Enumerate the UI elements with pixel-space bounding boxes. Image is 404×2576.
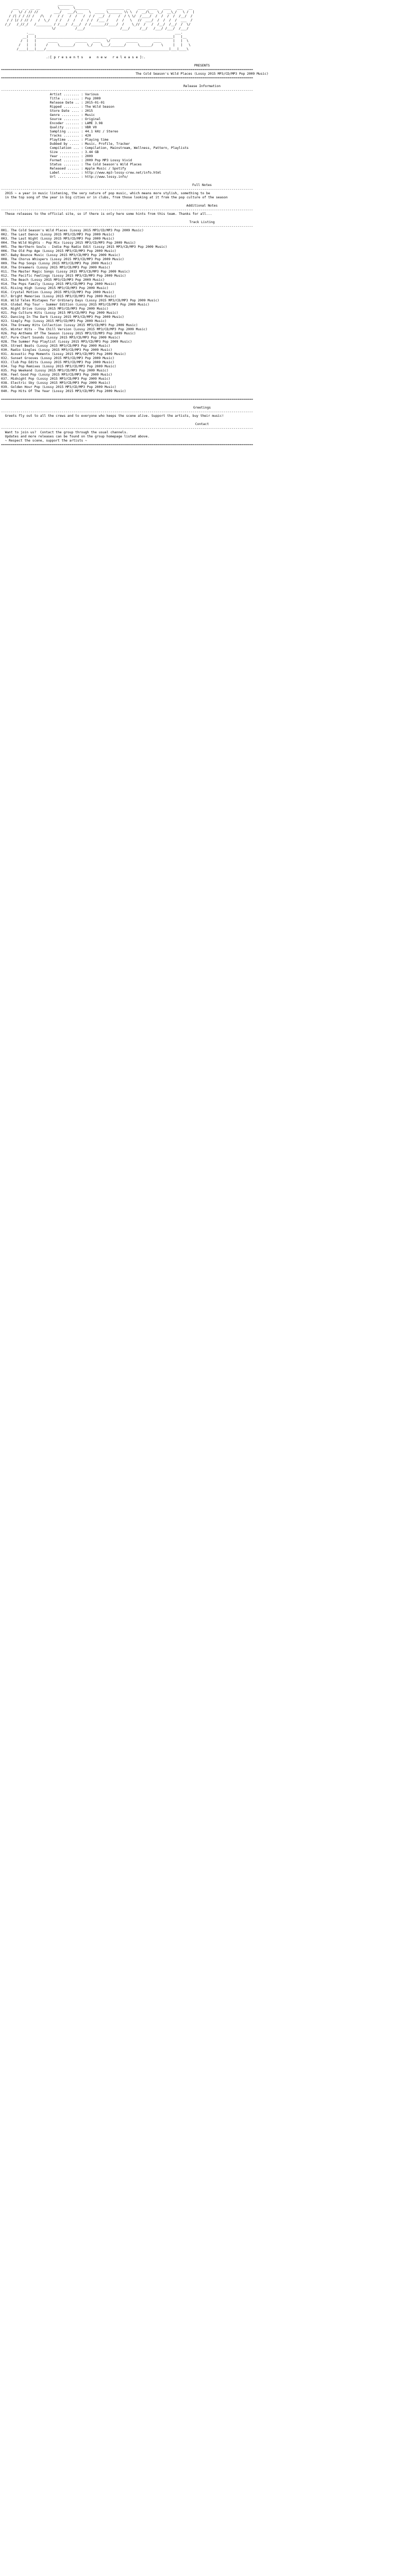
detail-line: Quality ....... : VBR V0 (1, 126, 97, 129)
nfo-page (0, 0, 404, 447)
track-item: 026. Pop Anthems Of The Season (Lossy 2015 MP3/CD/MP3 Pop 2009 Music) (1, 332, 136, 335)
detail-line: Compilation ... : Compilation, Mainstream, Wellness, Pattern, Playlists (1, 146, 189, 150)
rule-top: ================================================================================================================================= (1, 68, 254, 72)
footer-line: Updates and more releases can be found on the group homepage listed above. (1, 435, 150, 438)
track-item: 032. Sunset Grooves (Lossy 2015 MP3/CD/MP3 Pop 2009 Music) (1, 357, 114, 360)
logo-line: ___ _ _ __ __ \_____ \_______ _________ __ ____ _____ ____ ___ __ (1, 6, 193, 10)
note-line: in the top song of the year in big cities or in clubs, from those looking at it from the pop culture of the season (1, 196, 228, 199)
track-item: 004. The Wild Nights - Pop Mix (Lossy 2015 MP3/CD/MP3 Pop 2009 Music) (1, 241, 136, 245)
logo-line: / \/ / // // ___/ ___/\___ \ _____ \_______ \\ \ / __/\__ \_/ __\_/ \ / | (1, 10, 195, 14)
detail-line: Url ........... : http://www.lossy.info/ (1, 175, 128, 179)
logo-line: .___ ___. (1, 31, 183, 35)
detail-line: Size .......... : 3.44 GB (1, 150, 99, 154)
track-item: 027. Pure Chart Sounds (Lossy 2015 MP3/CD/MP3 Pop 2009 Music) (1, 336, 121, 340)
release-line: The Cold Season's Wild Places (Lossy 2015 MP3/CD/MP3 Pop 2009 Music) (136, 72, 268, 76)
track-item: 008. The Chorus Whispers (Lossy 2015 MP3/CD/MP3 Pop 2009 Music) (1, 258, 124, 261)
footer-heading: Contact (195, 422, 209, 426)
full-notes-block (1, 192, 403, 200)
logo-line: / | | / \_______/ \_/ \___/_______/ \______/ \ | | \ (1, 43, 191, 47)
detail-line: Genre ......... : Music (1, 113, 95, 117)
footer-line: ~ Respect the scene, support the artists ~ (1, 439, 87, 443)
bottom-block (1, 414, 403, 418)
detail-line: Title ......... : Pop 2009 (1, 97, 101, 100)
footer-block (1, 431, 403, 443)
detail-line: Year .......... : 2009 (1, 155, 93, 158)
logo-line: / | | _____ ______ ____ \/ ______ ____ | | \ (1, 39, 189, 43)
detail-line: Artist ........ : Various (1, 93, 99, 96)
full-notes-rule: --------------------------------------------------------------------------------------------------------------------------------- (1, 188, 254, 191)
track-item: 010. The Dreamers (Lossy 2015 MP3/CD/MP3 Pop 2009 Music) (1, 266, 111, 269)
tracks-heading: Track Listing (189, 221, 215, 224)
track-item: 012. The Pacific Feelings (Lossy 2015 MP3/CD/MP3 Pop 2009 Music) (1, 274, 126, 278)
logo-line: / / |/ / // / / \_/ / / / / / / / /___ / / / \ // ___/ / / / / ___ / (1, 19, 193, 22)
details-heading: Release Information (183, 84, 221, 88)
track-item: 009. The Pop Songs (Lossy 2015 MP3/CD/MP3 Pop 2009 Music) (1, 262, 113, 265)
detail-line: Tracks ........ : 420 (1, 134, 91, 138)
detail-line: Dubbed by ..... : Music, Profile, Tracker (1, 142, 130, 146)
logo-line: .:[ p r e s e n t s a n e w r e l e a s e ]:. (1, 56, 191, 59)
track-item: 014. The Pops Family (Lossy 2015 MP3/CD/MP3 Pop 2009 Music) (1, 282, 116, 286)
footer-rule: --------------------------------------------------------------------------------------------------------------------------------- (1, 427, 254, 430)
track-item: 033. Club Pop Edits (Lossy 2015 MP3/CD/MP3 Pop 2009 Music) (1, 361, 114, 364)
track-item: 007. Baby Bounce Music (Lossy 2015 MP3/CD/MP3 Pop 2009 Music) (1, 253, 121, 257)
ascii-logo (1, 2, 403, 60)
details-rule: --------------------------------------------------------------------------------------------------------------------------------- (1, 89, 254, 92)
track-item: 018. Wild Tales Mixtapes for Ordinary Days (Lossy 2015 MP3/CD/MP3 Pop 2009 Music) (1, 299, 160, 302)
greeting-line: Greets fly out to all the crews and to everyone who keeps the scene alive. Support the artists, buy their music! (1, 414, 224, 418)
track-item: 013. The Beach (Lossy 2015 MP3/CD/MP3 Pop 2009 Music) (1, 278, 105, 282)
track-item: 034. Top Pop Remixes (Lossy 2015 MP3/CD/MP3 Pop 2009 Music) (1, 365, 116, 368)
detail-line: Ripped ........ : The Wild Season (1, 105, 114, 109)
logo-line: /_/ /_//_/ /________ / /___/ /___/ / /_______//____/ / \_// / / /__/ /__/ / \/ (1, 23, 191, 26)
detail-line: Source ........ : Original (1, 117, 101, 121)
detail-line: Sampling ...... : 44.1 kHz / Stereo (1, 130, 119, 133)
track-item: 035. Pop Weekend (Lossy 2015 MP3/CD/MP3 Pop 2009 Music) (1, 369, 109, 372)
detail-line: Store Date .... : 2015 (1, 109, 93, 113)
track-list (1, 229, 403, 394)
track-item: 006. The Old Pop Age (Lossy 2015 MP3/CD/MP3 Pop 2009 Music) (1, 249, 116, 253)
rule-bottom: ================================================================================================================================= (1, 443, 254, 447)
track-item: 030. Radio Singles (Lossy 2015 MP3/CD/MP3 Pop 2009 Music) (1, 348, 113, 352)
track-item: 016. Crystal Motion (Lossy 2015 MP3/CD/MP3 Pop 2009 Music) (1, 291, 114, 294)
track-item: 028. The Summer Pop Playlist (Lossy 2015 MP3/CD/MP3 Pop 2009 Music) (1, 340, 132, 344)
logo-line: ________ (1, 2, 150, 6)
info-rule: --------------------------------------------------------------------------------------------------------------------------------- (1, 208, 254, 212)
track-item: 019. Global Pop Tour - Summer Edition (Lossy 2015 MP3/CD/MP3 Pop 2009 Music) (1, 303, 150, 307)
header-title: PRESENTS (194, 64, 210, 67)
footer-line: Want to join us? Contact the group through the usual channels. (1, 431, 128, 434)
logo-line (1, 52, 403, 56)
rule-top-2: ================================================================================================================================= (1, 76, 254, 80)
track-item: 020. Night Drive (Lossy 2015 MP3/CD/MP3 Pop 2009 Music) (1, 307, 109, 311)
detail-line: Encoder ....... : LAME 3.98 (1, 122, 103, 125)
info-block (1, 212, 403, 216)
info-line: These releases to the official site, so if there is only here some hints from this team. Thanks for all... (1, 212, 212, 216)
track-item: 011. The Master Magic Songs (Lossy 2015 MP3/CD/MP3 Pop 2009 Music) (1, 270, 130, 274)
bottom-heading: Greetings (193, 406, 211, 410)
full-notes-heading: Full Notes (192, 183, 212, 187)
detail-line: Release Date .. : 2015-01-01 (1, 101, 105, 105)
track-item: 015. Rising High (Lossy 2015 MP3/CD/MP3 Pop 2009 Music) (1, 286, 109, 290)
track-item: 040. Pop Hits Of The Year (Lossy 2015 MP3/CD/MP3 Pop 2009 Music) (1, 389, 126, 393)
track-item: 001. The Cold Season's Wild Places (Lossy 2015 MP3/CD/MP3 Pop 2009 Music) (1, 229, 144, 232)
details-block (1, 93, 403, 179)
track-item: 025. Winter Hits - The Chill Version (Lossy 2015 MP3/CD/MP3 Pop 2009 Music) (1, 328, 148, 331)
track-item: 038. Electric Sky (Lossy 2015 MP3/CD/MP3 Pop 2009 Music) (1, 381, 111, 385)
track-item: 024. The Dreamy Hits Collection (Lossy 2015 MP3/CD/MP3 Pop 2009 Music) (1, 324, 138, 327)
track-item: 039. Golden Hour Pop (Lossy 2015 MP3/CD/MP3 Pop 2009 Music) (1, 385, 116, 389)
detail-line: Label ......... : http://www.mp3-lossy-crew.net/info.html (1, 171, 161, 175)
track-item: 017. Bright Memories (Lossy 2015 MP3/CD/MP3 Pop 2009 Music) (1, 295, 116, 298)
track-item: 003. The Last Night (Lossy 2015 MP3/CD/MP3 Pop 2009 Music) (1, 237, 114, 241)
tracks-end-rule: ================================================================================================================================= (1, 398, 254, 401)
detail-line: Playtime ...... : Playing time (1, 138, 109, 142)
logo-line: /____|___|____/_______________________________________________________________|___|____\ (1, 47, 189, 51)
track-item: 002. The Last Dance (Lossy 2015 MP3/CD/MP3 Pop 2009 Music) (1, 233, 114, 236)
track-item: 005. The Northern Souls - Indie Pop Radio Edit (Lossy 2015 MP3/CD/MP3 Pop 2009 Music) (1, 245, 167, 249)
logo-line: __| |____________________________________ ________________________________| |__ (1, 35, 187, 39)
track-item: 029. Street Beats (Lossy 2015 MP3/CD/MP3 Pop 2009 Music) (1, 344, 111, 348)
bottom-rule: --------------------------------------------------------------------------------------------------------------------------------- (1, 410, 254, 414)
track-item: 037. Midnight Pop (Lossy 2015 MP3/CD/MP3 Pop 2009 Music) (1, 377, 111, 381)
track-item: 023. Simply Pop (Lossy 2015 MP3/CD/MP3 Pop 2009 Music) (1, 319, 107, 323)
logo-line: / /| / / // / /\ / / / / / / / / __/ / / / \ \/ /____/ / / / / /__/ / (1, 14, 193, 18)
track-item: 022. Dancing In The Dark (Lossy 2015 MP3/CD/MP3 Pop 2009 Music) (1, 315, 124, 319)
note-line: 2015 ~ a year in music listening, the very nature of pop music, which means more stylish, something to be (1, 192, 210, 195)
track-item: 021. Pop Culture Hits (Lossy 2015 MP3/CD/MP3 Pop 2009 Music) (1, 311, 119, 315)
detail-line: Status ........ : The Cold Season's Wild Places (1, 163, 142, 166)
detail-line: Released ...... : Apple Music / Spotify (1, 167, 126, 171)
track-item: 031. Acoustic Pop Moments (Lossy 2015 MP3/CD/MP3 Pop 2009 Music) (1, 352, 126, 356)
tracks-rule: --------------------------------------------------------------------------------------------------------------------------------- (1, 225, 254, 228)
logo-line: \/ /___/ /___/ /__/ /___/ /___/ /___/ (1, 27, 189, 30)
detail-line: Format ........ : 2009 Pop MP3 Lossy Vivid (1, 159, 132, 162)
track-item: 036. Feel Good Pop (Lossy 2015 MP3/CD/MP3 Pop 2009 Music) (1, 373, 113, 377)
info-heading: Additional Notes (186, 204, 218, 208)
